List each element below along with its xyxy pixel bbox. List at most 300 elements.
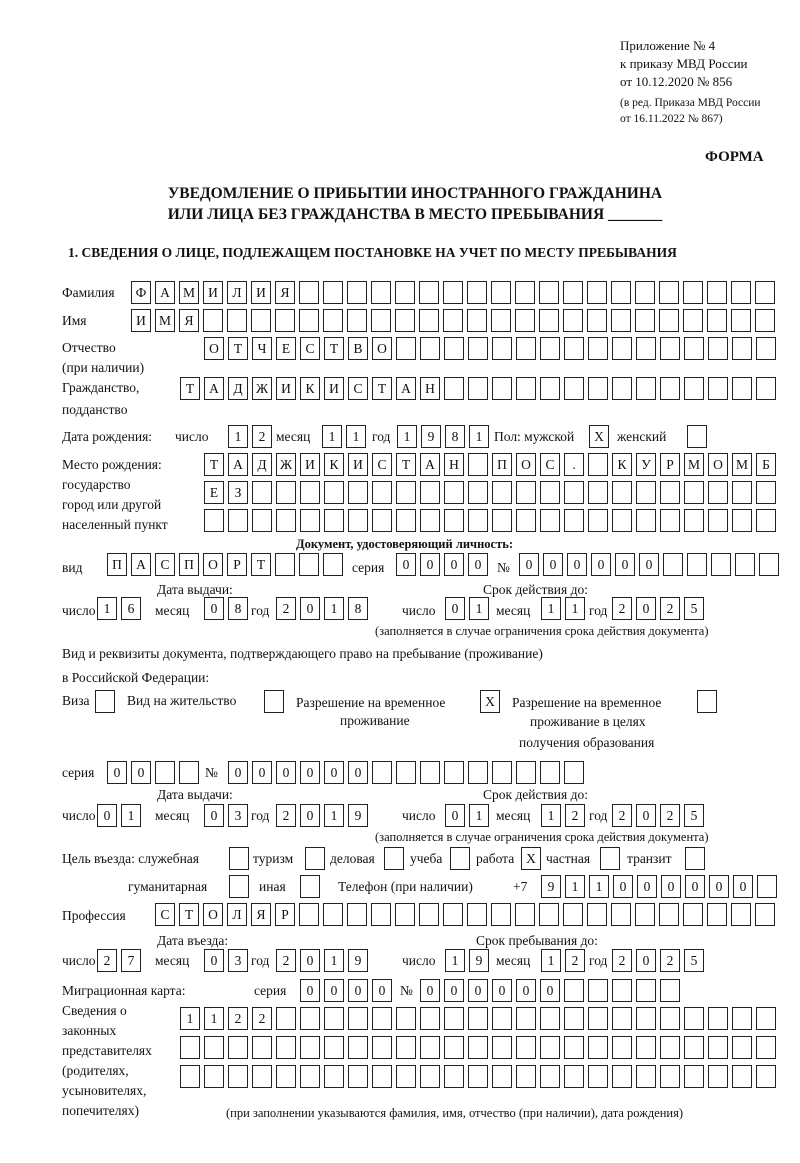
char-box[interactable]: О	[204, 337, 224, 360]
char-box[interactable]	[636, 1036, 656, 1059]
char-box[interactable]	[588, 1007, 608, 1030]
char-box[interactable]	[276, 1007, 296, 1030]
char-box[interactable]	[735, 553, 755, 576]
char-box[interactable]	[204, 1065, 224, 1088]
char-box[interactable]	[324, 509, 344, 532]
char-box[interactable]: 3	[228, 804, 248, 827]
char-box[interactable]	[395, 903, 415, 926]
char-box[interactable]	[396, 337, 416, 360]
char-box[interactable]: З	[228, 481, 248, 504]
char-box[interactable]	[444, 1007, 464, 1030]
char-box[interactable]	[611, 309, 631, 332]
char-box[interactable]	[612, 1065, 632, 1088]
char-box[interactable]	[348, 1007, 368, 1030]
char-box[interactable]	[732, 377, 752, 400]
char-box[interactable]: 1	[541, 949, 561, 972]
char-box[interactable]	[396, 761, 416, 784]
char-box[interactable]	[687, 553, 707, 576]
char-box[interactable]	[660, 377, 680, 400]
char-box[interactable]	[515, 903, 535, 926]
char-box[interactable]: Ф	[131, 281, 151, 304]
char-box[interactable]: Р	[660, 453, 680, 476]
char-box[interactable]	[492, 509, 512, 532]
char-box[interactable]	[396, 509, 416, 532]
char-box[interactable]	[275, 309, 295, 332]
char-box[interactable]	[300, 1036, 320, 1059]
char-box[interactable]	[612, 337, 632, 360]
char-box[interactable]: 0	[97, 804, 117, 827]
char-box[interactable]: О	[516, 453, 536, 476]
char-box[interactable]	[539, 281, 559, 304]
checkbox[interactable]	[384, 847, 404, 870]
char-box[interactable]: М	[732, 453, 752, 476]
char-box[interactable]	[756, 1065, 776, 1088]
char-box[interactable]	[540, 509, 560, 532]
char-box[interactable]: Я	[251, 903, 271, 926]
char-box[interactable]: М	[155, 309, 175, 332]
char-box[interactable]	[756, 509, 776, 532]
char-box[interactable]	[756, 1036, 776, 1059]
char-box[interactable]: 0	[300, 949, 320, 972]
char-box[interactable]	[564, 337, 584, 360]
char-box[interactable]	[660, 1065, 680, 1088]
char-box[interactable]: С	[540, 453, 560, 476]
char-box[interactable]: П	[492, 453, 512, 476]
char-box[interactable]	[732, 1007, 752, 1030]
char-box[interactable]	[468, 337, 488, 360]
char-box[interactable]: 0	[615, 553, 635, 576]
char-box[interactable]: 0	[637, 875, 657, 898]
char-box[interactable]	[684, 1007, 704, 1030]
char-box[interactable]: 0	[324, 761, 344, 784]
char-box[interactable]: 1	[469, 425, 489, 448]
char-box[interactable]	[708, 509, 728, 532]
char-box[interactable]	[372, 761, 392, 784]
char-box[interactable]	[324, 481, 344, 504]
char-box[interactable]: 2	[97, 949, 117, 972]
char-box[interactable]	[275, 553, 295, 576]
char-box[interactable]	[707, 309, 727, 332]
char-box[interactable]	[444, 1065, 464, 1088]
char-box[interactable]: 2	[228, 1007, 248, 1030]
char-box[interactable]: 1	[397, 425, 417, 448]
char-box[interactable]: 0	[733, 875, 753, 898]
char-box[interactable]	[179, 761, 199, 784]
char-box[interactable]: 8	[228, 597, 248, 620]
char-box[interactable]	[251, 309, 271, 332]
char-box[interactable]	[348, 1065, 368, 1088]
char-box[interactable]: 0	[445, 804, 465, 827]
char-box[interactable]	[612, 1036, 632, 1059]
char-box[interactable]	[396, 1065, 416, 1088]
char-box[interactable]: О	[203, 903, 223, 926]
char-box[interactable]: В	[348, 337, 368, 360]
char-box[interactable]	[396, 1007, 416, 1030]
char-box[interactable]	[420, 761, 440, 784]
checkbox[interactable]	[264, 690, 284, 713]
char-box[interactable]: 2	[565, 949, 585, 972]
char-box[interactable]: 1	[204, 1007, 224, 1030]
char-box[interactable]: 0	[540, 979, 560, 1002]
char-box[interactable]: Р	[275, 903, 295, 926]
char-box[interactable]	[444, 509, 464, 532]
char-box[interactable]	[372, 509, 392, 532]
char-box[interactable]: 0	[636, 597, 656, 620]
char-box[interactable]: 0	[131, 761, 151, 784]
char-box[interactable]: 1	[445, 949, 465, 972]
char-box[interactable]	[588, 979, 608, 1002]
char-box[interactable]	[348, 509, 368, 532]
char-box[interactable]: 0	[639, 553, 659, 576]
char-box[interactable]	[660, 979, 680, 1002]
char-box[interactable]	[588, 481, 608, 504]
char-box[interactable]	[759, 553, 779, 576]
char-box[interactable]	[372, 1036, 392, 1059]
char-box[interactable]	[516, 481, 536, 504]
char-box[interactable]	[348, 481, 368, 504]
char-box[interactable]	[684, 509, 704, 532]
char-box[interactable]: Л	[227, 903, 247, 926]
char-box[interactable]	[491, 309, 511, 332]
char-box[interactable]	[468, 509, 488, 532]
char-box[interactable]	[564, 1065, 584, 1088]
char-box[interactable]	[252, 481, 272, 504]
char-box[interactable]	[420, 481, 440, 504]
char-box[interactable]	[155, 761, 175, 784]
char-box[interactable]: К	[300, 377, 320, 400]
char-box[interactable]	[660, 1007, 680, 1030]
char-box[interactable]: С	[348, 377, 368, 400]
char-box[interactable]	[564, 1036, 584, 1059]
char-box[interactable]: А	[396, 377, 416, 400]
char-box[interactable]: 0	[685, 875, 705, 898]
char-box[interactable]	[252, 1036, 272, 1059]
char-box[interactable]: 0	[300, 979, 320, 1002]
char-box[interactable]	[300, 509, 320, 532]
char-box[interactable]: 1	[346, 425, 366, 448]
char-box[interactable]: 0	[348, 979, 368, 1002]
char-box[interactable]	[539, 309, 559, 332]
char-box[interactable]: 2	[565, 804, 585, 827]
char-box[interactable]	[588, 377, 608, 400]
char-box[interactable]	[300, 481, 320, 504]
char-box[interactable]: 1	[324, 949, 344, 972]
char-box[interactable]	[395, 281, 415, 304]
char-box[interactable]: 1	[469, 597, 489, 620]
char-box[interactable]	[732, 1036, 752, 1059]
char-box[interactable]	[515, 309, 535, 332]
char-box[interactable]: 5	[684, 804, 704, 827]
char-box[interactable]: 0	[709, 875, 729, 898]
char-box[interactable]: 1	[565, 875, 585, 898]
char-box[interactable]: 3	[228, 949, 248, 972]
char-box[interactable]: 0	[300, 597, 320, 620]
char-box[interactable]: 0	[300, 804, 320, 827]
char-box[interactable]: 8	[348, 597, 368, 620]
char-box[interactable]	[663, 553, 683, 576]
char-box[interactable]: 0	[228, 761, 248, 784]
char-box[interactable]	[708, 1036, 728, 1059]
char-box[interactable]: И	[348, 453, 368, 476]
char-box[interactable]	[755, 281, 775, 304]
char-box[interactable]	[587, 903, 607, 926]
char-box[interactable]	[371, 903, 391, 926]
checkbox[interactable]	[300, 875, 320, 898]
char-box[interactable]: 0	[636, 949, 656, 972]
char-box[interactable]	[708, 1007, 728, 1030]
char-box[interactable]	[204, 509, 224, 532]
checkbox[interactable]	[600, 847, 620, 870]
char-box[interactable]: 1	[469, 804, 489, 827]
char-box[interactable]: М	[684, 453, 704, 476]
char-box[interactable]	[636, 337, 656, 360]
char-box[interactable]	[228, 1065, 248, 1088]
char-box[interactable]: Т	[180, 377, 200, 400]
char-box[interactable]: И	[324, 377, 344, 400]
char-box[interactable]	[660, 1036, 680, 1059]
char-box[interactable]	[276, 481, 296, 504]
char-box[interactable]: 2	[660, 804, 680, 827]
char-box[interactable]: А	[204, 377, 224, 400]
char-box[interactable]	[708, 481, 728, 504]
char-box[interactable]	[492, 377, 512, 400]
char-box[interactable]: 1	[228, 425, 248, 448]
char-box[interactable]	[468, 481, 488, 504]
char-box[interactable]	[564, 979, 584, 1002]
char-box[interactable]	[396, 1036, 416, 1059]
char-box[interactable]	[371, 309, 391, 332]
char-box[interactable]	[588, 509, 608, 532]
char-box[interactable]: 2	[660, 949, 680, 972]
char-box[interactable]	[539, 903, 559, 926]
char-box[interactable]	[635, 281, 655, 304]
char-box[interactable]: 0	[396, 553, 416, 576]
char-box[interactable]	[491, 903, 511, 926]
char-box[interactable]	[444, 377, 464, 400]
char-box[interactable]: И	[251, 281, 271, 304]
char-box[interactable]: 0	[492, 979, 512, 1002]
char-box[interactable]: 8	[445, 425, 465, 448]
char-box[interactable]	[492, 1007, 512, 1030]
char-box[interactable]	[443, 281, 463, 304]
char-box[interactable]	[443, 903, 463, 926]
char-box[interactable]	[420, 337, 440, 360]
char-box[interactable]	[467, 309, 487, 332]
char-box[interactable]: С	[155, 903, 175, 926]
char-box[interactable]	[204, 1036, 224, 1059]
char-box[interactable]	[588, 453, 608, 476]
char-box[interactable]	[757, 875, 777, 898]
char-box[interactable]: Е	[204, 481, 224, 504]
checkbox[interactable]: X	[480, 690, 500, 713]
char-box[interactable]: 9	[348, 949, 368, 972]
char-box[interactable]	[300, 1065, 320, 1088]
char-box[interactable]	[419, 281, 439, 304]
char-box[interactable]	[324, 1007, 344, 1030]
char-box[interactable]	[684, 481, 704, 504]
char-box[interactable]	[612, 377, 632, 400]
char-box[interactable]	[683, 903, 703, 926]
char-box[interactable]	[660, 337, 680, 360]
char-box[interactable]	[468, 1036, 488, 1059]
char-box[interactable]	[540, 761, 560, 784]
char-box[interactable]: Ч	[252, 337, 272, 360]
char-box[interactable]: Т	[324, 337, 344, 360]
char-box[interactable]: С	[372, 453, 392, 476]
char-box[interactable]: 2	[612, 597, 632, 620]
char-box[interactable]: 1	[565, 597, 585, 620]
char-box[interactable]	[372, 481, 392, 504]
char-box[interactable]: 0	[543, 553, 563, 576]
char-box[interactable]	[756, 337, 776, 360]
char-box[interactable]	[635, 903, 655, 926]
char-box[interactable]: 0	[636, 804, 656, 827]
char-box[interactable]	[611, 903, 631, 926]
char-box[interactable]	[444, 761, 464, 784]
char-box[interactable]: Д	[252, 453, 272, 476]
char-box[interactable]: Я	[275, 281, 295, 304]
char-box[interactable]: 0	[300, 761, 320, 784]
char-box[interactable]	[636, 1065, 656, 1088]
char-box[interactable]: 0	[204, 597, 224, 620]
char-box[interactable]: И	[276, 377, 296, 400]
char-box[interactable]	[492, 761, 512, 784]
char-box[interactable]	[516, 509, 536, 532]
char-box[interactable]	[420, 1065, 440, 1088]
char-box[interactable]	[468, 761, 488, 784]
char-box[interactable]	[372, 1065, 392, 1088]
char-box[interactable]	[276, 1065, 296, 1088]
char-box[interactable]: 9	[541, 875, 561, 898]
char-box[interactable]	[516, 761, 536, 784]
char-box[interactable]	[564, 509, 584, 532]
char-box[interactable]	[732, 481, 752, 504]
char-box[interactable]	[203, 309, 223, 332]
char-box[interactable]: 0	[444, 553, 464, 576]
char-box[interactable]: 0	[519, 553, 539, 576]
char-box[interactable]	[372, 1007, 392, 1030]
char-box[interactable]	[444, 481, 464, 504]
char-box[interactable]: 1	[541, 597, 561, 620]
char-box[interactable]	[227, 309, 247, 332]
char-box[interactable]: Т	[179, 903, 199, 926]
char-box[interactable]	[444, 1036, 464, 1059]
char-box[interactable]	[708, 1065, 728, 1088]
char-box[interactable]: Я	[179, 309, 199, 332]
char-box[interactable]	[444, 337, 464, 360]
char-box[interactable]: 9	[348, 804, 368, 827]
char-box[interactable]	[636, 979, 656, 1002]
char-box[interactable]	[707, 281, 727, 304]
char-box[interactable]: 1	[589, 875, 609, 898]
char-box[interactable]: 1	[180, 1007, 200, 1030]
char-box[interactable]	[516, 1007, 536, 1030]
char-box[interactable]	[563, 281, 583, 304]
char-box[interactable]	[683, 309, 703, 332]
char-box[interactable]: 9	[421, 425, 441, 448]
char-box[interactable]	[492, 1036, 512, 1059]
char-box[interactable]: 2	[276, 804, 296, 827]
char-box[interactable]: Н	[420, 377, 440, 400]
char-box[interactable]	[731, 309, 751, 332]
char-box[interactable]	[660, 509, 680, 532]
char-box[interactable]: 0	[613, 875, 633, 898]
char-box[interactable]: С	[155, 553, 175, 576]
char-box[interactable]: 0	[420, 553, 440, 576]
char-box[interactable]: 1	[121, 804, 141, 827]
char-box[interactable]: 2	[252, 425, 272, 448]
char-box[interactable]	[467, 281, 487, 304]
char-box[interactable]: 0	[591, 553, 611, 576]
char-box[interactable]	[300, 1007, 320, 1030]
char-box[interactable]	[347, 281, 367, 304]
char-box[interactable]: Е	[276, 337, 296, 360]
char-box[interactable]: 2	[612, 804, 632, 827]
char-box[interactable]	[516, 1065, 536, 1088]
char-box[interactable]	[684, 337, 704, 360]
char-box[interactable]	[180, 1036, 200, 1059]
char-box[interactable]	[587, 281, 607, 304]
char-box[interactable]: М	[179, 281, 199, 304]
char-box[interactable]	[347, 903, 367, 926]
char-box[interactable]: 0	[444, 979, 464, 1002]
checkbox[interactable]: X	[521, 847, 541, 870]
char-box[interactable]: 1	[322, 425, 342, 448]
char-box[interactable]: Б	[756, 453, 776, 476]
char-box[interactable]	[683, 281, 703, 304]
char-box[interactable]	[612, 509, 632, 532]
char-box[interactable]: 2	[612, 949, 632, 972]
char-box[interactable]	[755, 903, 775, 926]
char-box[interactable]: А	[420, 453, 440, 476]
char-box[interactable]	[563, 903, 583, 926]
char-box[interactable]	[707, 903, 727, 926]
char-box[interactable]	[540, 377, 560, 400]
char-box[interactable]	[324, 1065, 344, 1088]
char-box[interactable]	[756, 481, 776, 504]
char-box[interactable]	[684, 1036, 704, 1059]
char-box[interactable]	[492, 1065, 512, 1088]
char-box[interactable]	[228, 509, 248, 532]
char-box[interactable]	[659, 903, 679, 926]
char-box[interactable]: 0	[661, 875, 681, 898]
char-box[interactable]: А	[131, 553, 151, 576]
char-box[interactable]	[684, 1065, 704, 1088]
char-box[interactable]	[516, 1036, 536, 1059]
char-box[interactable]: У	[636, 453, 656, 476]
char-box[interactable]	[684, 377, 704, 400]
checkbox[interactable]	[229, 847, 249, 870]
checkbox[interactable]	[685, 847, 705, 870]
char-box[interactable]	[420, 509, 440, 532]
char-box[interactable]	[276, 1036, 296, 1059]
char-box[interactable]: А	[155, 281, 175, 304]
char-box[interactable]: 9	[469, 949, 489, 972]
char-box[interactable]: 1	[324, 804, 344, 827]
char-box[interactable]: 0	[276, 761, 296, 784]
char-box[interactable]: 0	[468, 553, 488, 576]
char-box[interactable]: .	[564, 453, 584, 476]
char-box[interactable]: П	[179, 553, 199, 576]
char-box[interactable]	[564, 761, 584, 784]
char-box[interactable]	[323, 903, 343, 926]
char-box[interactable]	[732, 509, 752, 532]
char-box[interactable]	[515, 281, 535, 304]
char-box[interactable]	[516, 337, 536, 360]
char-box[interactable]	[731, 903, 751, 926]
char-box[interactable]	[419, 309, 439, 332]
char-box[interactable]	[564, 1007, 584, 1030]
